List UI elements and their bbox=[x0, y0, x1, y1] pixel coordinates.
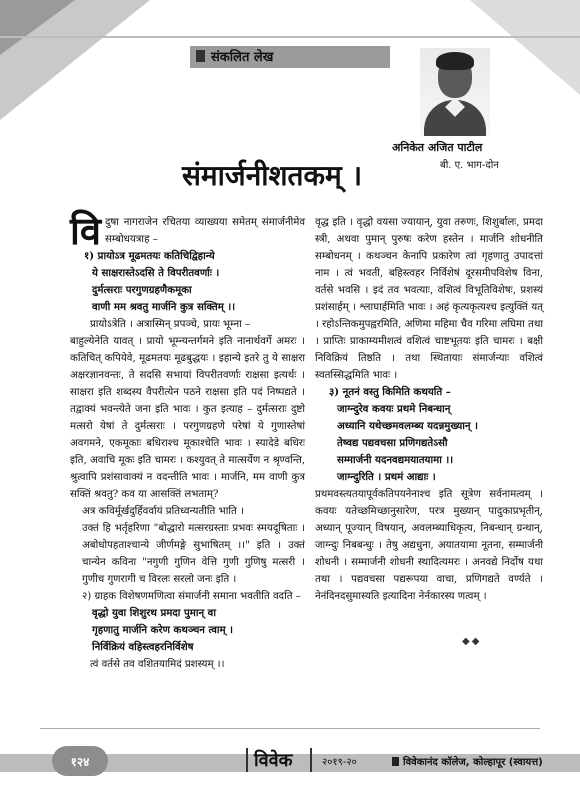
page-number: १२४ bbox=[52, 746, 108, 776]
verse-3-line-1: जाग्न्दुरेव कवयः प्रथमे निबन्धान् bbox=[337, 403, 451, 415]
magazine-year: २०१९-२० bbox=[322, 757, 357, 768]
verse-2-line-2: गृहणातु मार्जनि करेण कथञ्चन त्वाम् । bbox=[92, 624, 233, 636]
author-course: बी. ए. भाग-दोन bbox=[440, 160, 499, 171]
footer-rule bbox=[40, 728, 540, 729]
square-bullet-icon bbox=[196, 50, 205, 62]
verse-1-line-4: वाणी मम श्रवतु मार्जनि कुत्र सक्तिम् ।। bbox=[92, 301, 236, 313]
verse-3-heading: ३) नूतनं वस्तु किमिति कथयति – bbox=[329, 386, 451, 398]
verse-2-line-4: त्वं वर्तसे तव वशितयामिदं प्रशस्यम् ।। bbox=[90, 659, 225, 670]
footer-divider-left bbox=[246, 748, 248, 772]
photo-hair bbox=[436, 52, 474, 70]
verse-1-line-1: १) प्रायोऽत्र मूढमतयः कतिचिद्विहान्ये bbox=[84, 250, 215, 262]
college-name bbox=[392, 754, 543, 768]
drop-cap: वि bbox=[70, 209, 101, 253]
verse-1-line-2: ये साक्षरास्तेऽदसि ते विपरीतवर्णाः । bbox=[92, 267, 220, 279]
section-header bbox=[196, 47, 273, 65]
commentary-paragraph-2: अत्र कविर्मूर्खदुर्हिवर्वायं प्रतिध्वन्यतीति भाति । bbox=[82, 506, 244, 517]
verse-3-line-2: अध्यानि यथेच्छमवलम्ब्य यदन्नमुख्यान् । bbox=[337, 420, 478, 432]
top-rule bbox=[0, 36, 580, 38]
commentary-paragraph-1: बाहुल्येनेति यावत् । प्रायो भूम्न्यन्तर्गमने इति नानार्थवर्गे अमरः । कतिचित् कपियेवे, मूढमतयः मूढबुद्धयः । इहान्ये इतरे तु ये साक्षरा अक्षरज्ञानवन्तः, ते सदसि सभायां विपरीतवर्णाः राक्षसा इत्यर्थः । साक्षरा इति शब्दस्य वैपरीत्येन पठने राक्षसा इति पदं निष्पद्यते । तद्वाक्यं भवन्त्येते जना इति भावः । कुत इत्याह – दुर्मत्सराः दुष्टो मत्सरो येषां ते दुर्मत्सराः । परगुणग्रहणे परेषां ये गुणास्तेषां अवगमने, एकमूकाः बधिराश्च मूकाश्चेति भावः । स्यादेडे बधिरः इति, अवाचि मूकः इति चामरः । कश्युवत् ते मात्सर्येण न श्रृण्वन्ति, श्रुत्वापि प्रशंसावाक्यं न वदन्तीति भावः । मार्जनि, मम वाणी कुत्र सक्तिं श्रवतु? कव या आसक्तिं लभताम्? bbox=[70, 336, 305, 500]
verse-3-gloss: जाग्न्दुरिति । प्रथमं आद्याः । bbox=[337, 471, 436, 483]
section-label: संकलित लेख bbox=[211, 50, 274, 65]
author-photo bbox=[420, 48, 490, 136]
college-name-text: विवेकानंद कॉलेज, कोल्हापूर (स्वायत्त) bbox=[403, 757, 543, 768]
verse-3-line-4: सम्मार्जनी यदनवद्यमयातयामा ।। bbox=[337, 454, 454, 466]
square-bullet-icon bbox=[392, 757, 399, 766]
verse-2-line-3: निर्विक्रियं वहिस्त्वहरनिर्विशेष bbox=[92, 641, 194, 653]
verse-2-line-1: वृद्धो युवा शिशुरथ प्रमदा पुमान् वा bbox=[92, 607, 216, 619]
verse-1-gloss: प्रायोऽत्रेति । अत्रास्मिन् प्रपञ्चे, प्रायः भूम्ना – bbox=[90, 319, 251, 330]
commentary-paragraph-3: उक्तं हि भर्तृहरिणा "बोद्धारो मत्सरग्रस्ताः प्रभवः स्मयदूषिताः । अबोधोपहताश्चान्ये जीर्णमङ्गे सुभाषितम् ।।" इति । उक्तं चान्येन कविना "नगुणी गुणिन वेत्ति गुणी गुणिषु मत्सरी । गुणीच गुणरागी च विरलः सरलो जनः इति । bbox=[82, 523, 305, 585]
diamond-ornament: ◆◆ bbox=[462, 636, 482, 647]
left-column bbox=[70, 209, 305, 673]
intro-text: दुषा नागराजेन रचितया व्याख्यया समेतम् संमार्जनीमेव सम्बोधयत्राह – bbox=[104, 217, 305, 245]
magazine-name: विवेक bbox=[254, 750, 293, 771]
right-column bbox=[315, 214, 543, 605]
article-title: संमार्जनीशतकम् । bbox=[182, 159, 363, 192]
verse-1-line-3: दुर्मत्सराः परगुणग्रहणैकमूका bbox=[92, 284, 192, 296]
right-paragraph-1: वृद्ध इति । वृद्धो वयसा ज्यायान्, युवा तरुणः, शिशुर्बालः, प्रमदा स्त्री, अथवा पुमान् पुरुषः करेण हस्तेन । मार्जनि शोधनीति सम्बोधनम् । कथञ्चन केनापि प्रकारेण त्वां गृहणातु उपादत्तां नाम । त्वं भवती, बहिस्त्वहर निर्विशेषं दूरसमीपविशेष विना, वर्तसे भवसि । इदं तव भवत्याः, वशित्वं विभूतिविशेषः, प्रशस्यं प्रशंसार्हम् । श्लाघार्हमिति भावः । अहं कृत्यकृत्यश्च इत्युक्तिं यत् । रहोऽन्तिकमुपह्वरमिति, अणिमा महिमा चैव गरिमा लघिमा तथा । प्राप्तिः प्राकाम्यमीशत्वं वशित्वं चाष्टभूतयः इति चामरः । बक्षी निविक्रियं तिष्ठति । तथा स्थितायाः संमार्जन्याः वशित्वं स्वतस्सिद्धमिति भावः । bbox=[315, 217, 543, 381]
footer-divider-right bbox=[310, 748, 312, 772]
corner-decoration-left-dark bbox=[0, 0, 75, 55]
intro-paragraph bbox=[70, 209, 305, 253]
verse-3-line-3: तेष्वद्य पद्यवचसा प्रणिगद्यतेऽसौ bbox=[337, 437, 448, 449]
commentary-paragraph-4: २) ग्राहक विशेषणमणित्वा संमार्जनी समाना भवतीति वदति – bbox=[82, 591, 301, 602]
author-name: अनिकेत अजित पाटील bbox=[392, 141, 483, 154]
right-paragraph-2: प्रथमवस्त्यतयापूर्वकतिपयनेनाश्च इति सूत्रेण सर्वनामत्वम् । कवयः यतेच्छमिच्छानुसारेण, परत्र मुख्यान् पादुकाप्रभृतीन्, अध्यान् पूज्यान् विषयान्, अवलम्ब्याधिकृत्य, निबन्धान् ग्रन्थान्, जाग्न्दुः निबबन्धुः । तेषु अद्यधुना, अयातयामा नूतना, सम्मार्जनी शोधनी । सम्मार्जनी शोधनी स्थादित्यमरः । अनवद्ये निर्दोष यथा तथा । पद्यवचसा पद्यरूपया वाचा, प्रणिगद्यते वर्ण्यते । नेनंदिनदसुमास्यति इत्यादिना नेर्नकारस्य णत्वम् । bbox=[315, 489, 543, 602]
